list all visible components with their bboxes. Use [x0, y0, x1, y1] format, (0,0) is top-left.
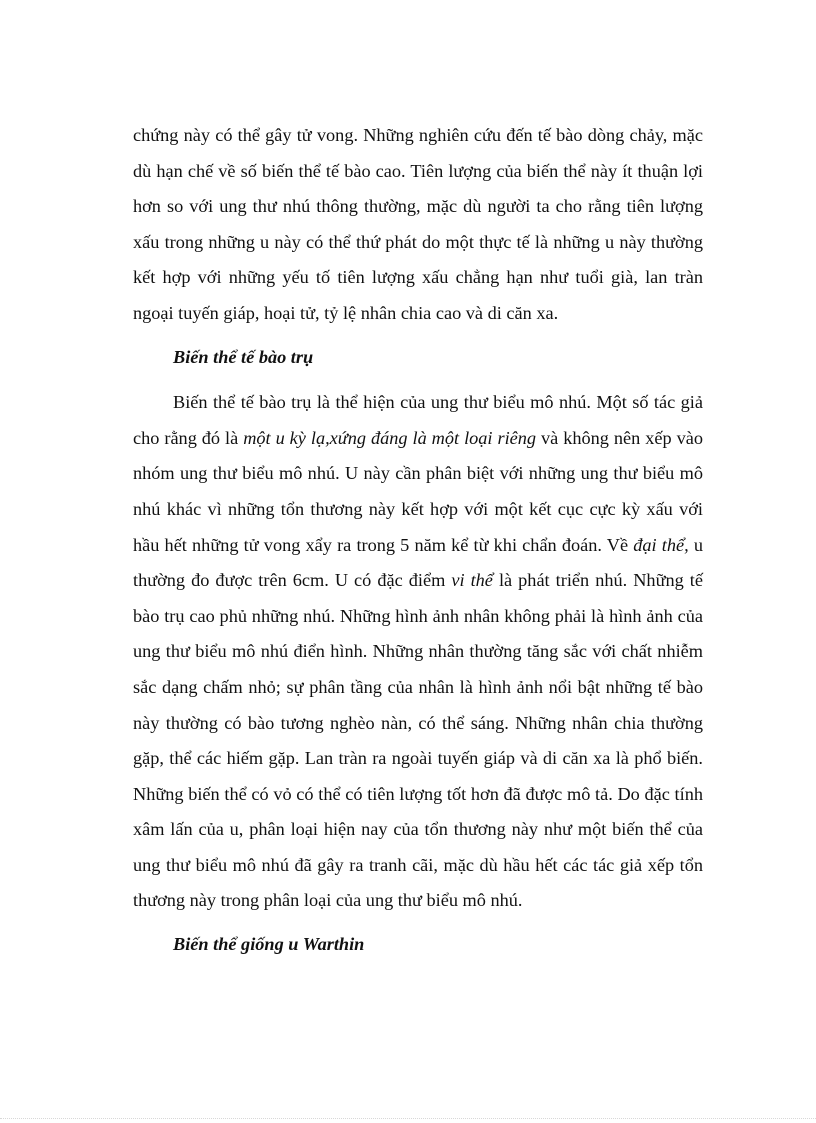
paragraph-text-segment: Biến thể tế bào trụ là thể hiện của ung thư biểu mô nhú. Một số tác giả cho rằng đó là	[133, 392, 703, 448]
italic-phrase-unusual-tumor: một u kỳ lạ,xứng đáng là một loại riêng	[243, 427, 537, 448]
section-heading-warthin-like-variant: Biến thể giống u Warthin	[173, 934, 365, 955]
italic-term-microscopic: vi thể	[451, 570, 493, 591]
italic-term-gross: đại thể,	[633, 534, 689, 555]
section-heading-tall-cell-variant: Biến thể tế bào trụ	[173, 346, 314, 367]
document-body	[133, 118, 703, 973]
paragraph-tall-cell-variant	[133, 385, 703, 919]
paragraph-continuation: chứng này có thể gây tử vong. Những nghiên cứu đến tế bào dòng chảy, mặc dù hạn chế về số biến thể tế bào cao. Tiên lượng của biến thể này ít thuận lợi hơn so với ung thư nhú thông thường, mặc dù người ta cho rằng tiên lượng xấu trong những u này có thể thứ phát do một thực tế là những u này thường kết hợp với những yếu tố tiên lượng xấu chẳng hạn như tuổi già, lan tràn ngoại tuyến giáp, hoại tử, tỷ lệ nhân chia cao và di căn xa.	[133, 125, 703, 323]
paragraph-text-segment: u thường đo được trên 6cm. U có đặc điểm	[133, 534, 703, 591]
page-bottom-border	[0, 1118, 816, 1119]
paragraph-text-segment: và không nên xếp vào nhóm ung thư biểu mô nhú. U này cần phân biệt với những ung thư biểu mô nhú khác vì những tổn thương này kết hợp với một kết cục cực kỳ xấu với hầu hết những tử vong xẩy ra trong 5 năm kể từ khi chẩn đoán. Về	[133, 427, 704, 555]
paragraph-text-segment: là phát triển nhú. Những tế bào trụ cao phủ những nhú. Những hình ảnh nhân không phải là hình ảnh của ung thư biểu mô nhú điển hình. Những nhân thường tăng sắc với chất nhiễm sắc dạng chấm nhỏ; sự phân tầng của nhân là hình ảnh nổi bật những tế bào này thường có bào tương nghèo nàn, có thể sáng. Những nhân chia thường gặp, thể các hiếm gặp. Lan tràn ra ngoài tuyến giáp và di căn xa là phổ biến. Những biến thể có vỏ có thể có tiên lượng tốt hơn đã được mô tả. Do đặc tính xâm lấn của u, phân loại hiện nay của tổn thương này như một biến thể của ung thư biểu mô nhú đã gây ra tranh cãi, mặc dù hầu hết các tác giả xếp tổn thương này trong phân loại của ung thư biểu mô nhú.	[133, 570, 703, 911]
